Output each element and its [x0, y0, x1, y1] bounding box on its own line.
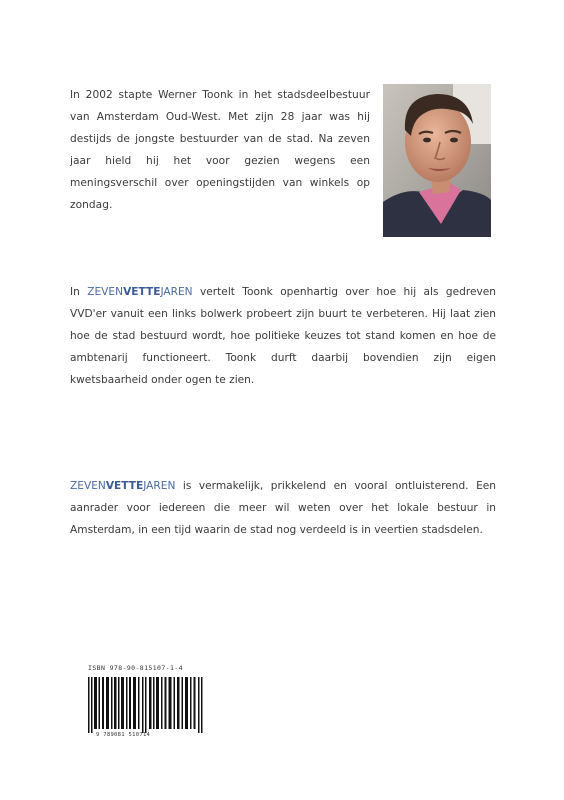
title-part-jaren: JAREN — [143, 480, 176, 492]
barcode-icon — [88, 677, 206, 733]
title-part-zeven: ZEVEN — [87, 286, 124, 298]
title-part-vette: VETTE — [123, 286, 161, 298]
book-title-inline — [70, 480, 175, 492]
title-part-jaren: JAREN — [160, 286, 193, 298]
review-paragraph — [70, 475, 496, 541]
paragraph-body: is vermakelijk, prikkelend en vooral ontluisterend. Een aanrader voor iedereen die meer wil weten over het lokale bestuur in Amsterdam, in een tijd waarin de stad nog verdeeld is in veertien stadsdelen. — [70, 480, 496, 536]
author-portrait — [383, 84, 491, 237]
book-title-inline — [87, 286, 192, 298]
isbn-label: ISBN 978-90-815107-1-4 — [88, 664, 183, 672]
paragraph-prefix: In — [70, 286, 88, 298]
paragraph-body: vertelt Toonk openhartig over hoe hij als gedreven VVD'er vanuit een links bolwerk probeert zijn buurt te verbeteren. Hij laat zien hoe de stad bestuurd wordt, hoe politieke keuzes tot stand komen en hoe de ambtenarij functioneert. Toonk durft daarbij bovendien zijn eigen kwetsbaarheid onder ogen te zien. — [70, 286, 496, 386]
title-part-zeven: ZEVEN — [70, 480, 106, 492]
description-paragraph — [70, 281, 496, 391]
barcode-digits: 9 789081 510714 — [96, 732, 151, 738]
title-part-vette: VETTE — [105, 480, 144, 492]
intro-paragraph: In 2002 stapte Werner Toonk in het stadsdeelbestuur van Amsterdam Oud-West. Met zijn 28 jaar was hij destijds de jongste bestuurder van de stad. Na zeven jaar hield hij het voor gezien wegens een meningsverschil over openingstijden van winkels op zondag. — [70, 89, 370, 211]
